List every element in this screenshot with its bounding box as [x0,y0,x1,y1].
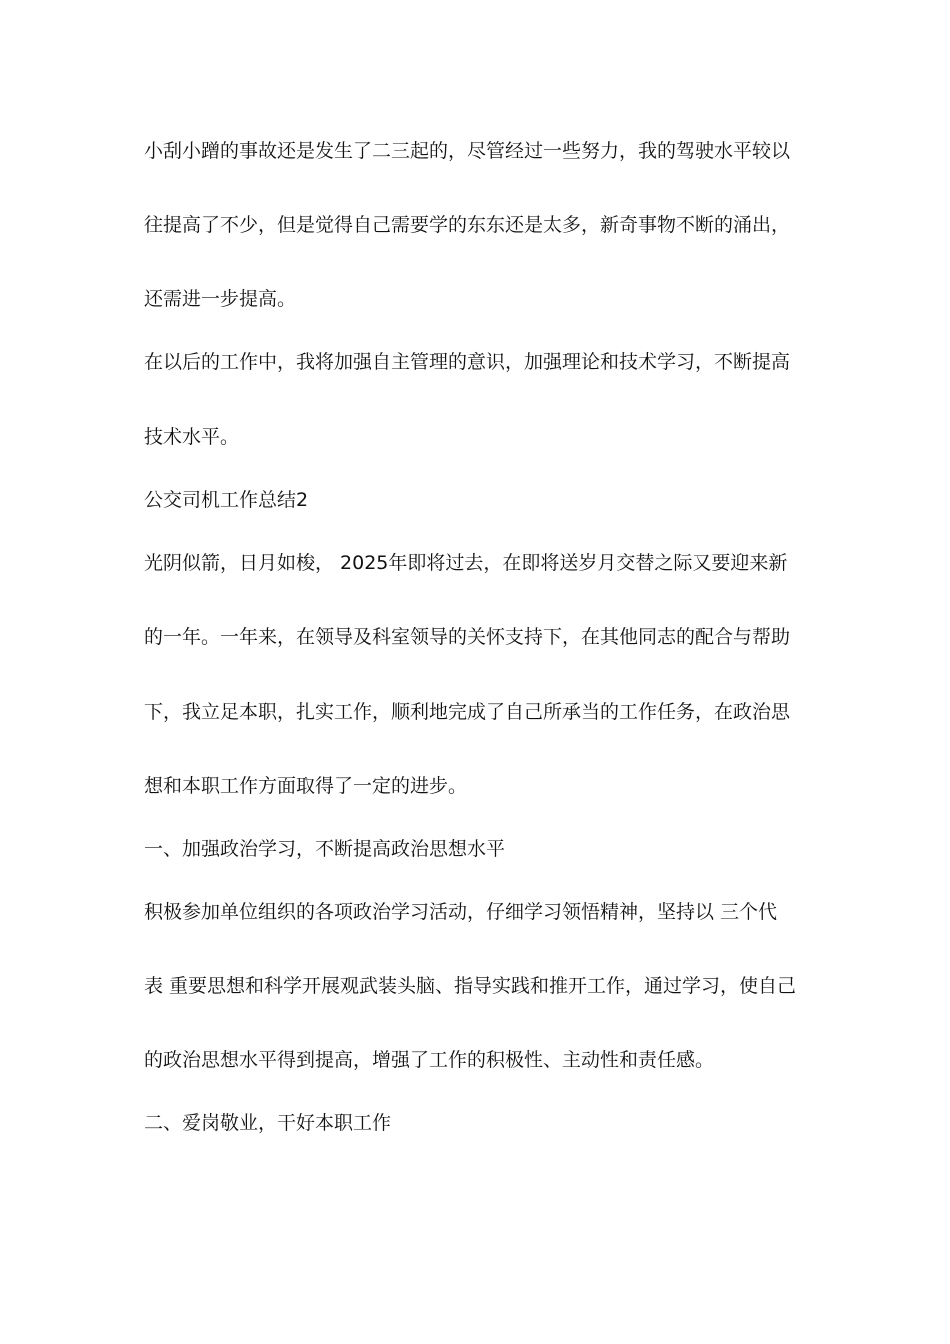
paragraph-line: 想和本职工作方面取得了一定的进步。 [144,775,468,797]
paragraph-line: 积极参加单位组织的各项政治学习活动，仔细学习领悟精神，坚持以 三个代 [144,901,778,923]
section-heading: 公交司机工作总结2 [144,489,309,511]
paragraph-line: 往提高了不少，但是觉得自己需要学的东东还是太多，新奇事物不断的涌出， [144,214,791,236]
paragraph-line: 的政治思想水平得到提高，增强了工作的积极性、主动性和责任感。 [144,1049,715,1071]
paragraph-line: 的一年。一年来，在领导及科室领导的关怀支持下，在其他同志的配合与帮助 [144,626,791,648]
section-heading: 一、加强政治学习，不断提高政治思想水平 [144,838,506,860]
paragraph-line: 小刮小蹭的事故还是发生了二三起的，尽管经过一些努力，我的驾驶水平较以 [144,140,791,162]
paragraph-line: 在以后的工作中，我将加强自主管理的意识，加强理论和技术学习，不断提高 [144,351,791,373]
paragraph-line: 还需进一步提高。 [144,288,297,310]
section-heading: 二、爱岗敬业，干好本职工作 [144,1112,392,1134]
paragraph-line: 下，我立足本职，扎实工作，顺利地完成了自己所承当的工作任务，在政治思 [144,701,791,723]
paragraph-line: 表 重要思想和科学开展观武装头脑、指导实践和推开工作，通过学习，使自己 [144,975,797,997]
paragraph-line: 光阴似箭，日月如梭， 2025年即将过去，在即将送岁月交替之际又要迎来新 [144,552,788,574]
paragraph-line: 技术水平。 [144,426,240,448]
